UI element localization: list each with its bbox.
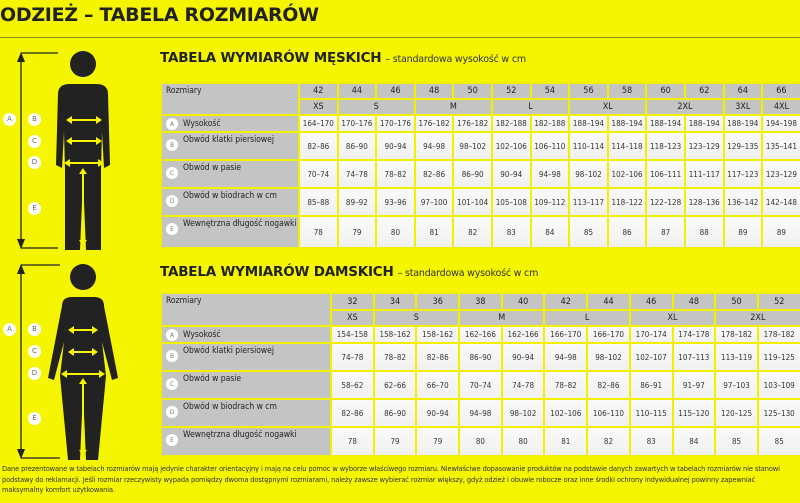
measurement-label: Obwód w pasie (183, 374, 242, 384)
measurement-badge-icon: A (166, 118, 178, 130)
measurement-value-cell: 80 (376, 216, 415, 248)
size-number-cell: 56 (569, 83, 608, 99)
measurement-value-cell: 106–110 (587, 399, 630, 427)
measurement-value-cell: 84 (673, 427, 716, 456)
measurement-value-cell: 166–170 (544, 326, 587, 343)
measurement-label: Wewnętrzna długość nogawki (183, 219, 297, 229)
measurement-value-cell: 82–86 (415, 160, 454, 188)
size-letter-cell: S (374, 310, 459, 326)
measurement-value-cell: 85–88 (299, 188, 338, 216)
measurement-value-cell: 102–106 (544, 399, 587, 427)
men-title-text: TABELA WYMIARÓW MĘSKICH (160, 50, 382, 66)
size-number-cell: 60 (646, 83, 685, 99)
measurement-value-cell: 102–106 (492, 132, 531, 160)
measurement-value-cell: 176–182 (415, 115, 454, 132)
measurement-value-cell: 74–78 (502, 371, 545, 399)
size-number-row (161, 83, 800, 99)
measurement-value-cell: 90–94 (376, 132, 415, 160)
measurement-label: Obwód w pasie (183, 163, 242, 173)
measurement-label-cell (161, 399, 331, 427)
size-letter-cell: 2XL (715, 310, 800, 326)
measurement-value-cell: 101–104 (453, 188, 492, 216)
measurement-badge-icon: D (166, 195, 178, 207)
measurement-value-cell: 114–118 (608, 132, 647, 160)
measurement-value-cell: 176–182 (453, 115, 492, 132)
size-number-cell: 36 (416, 293, 459, 310)
male-body-measurement-figure (0, 40, 160, 262)
figure-label-d: D (28, 367, 41, 380)
size-letter-cell: 2XL (646, 99, 723, 115)
size-number-cell: 50 (715, 293, 758, 310)
size-number-cell: 48 (415, 83, 454, 99)
measurement-label: Obwód w biodrach w cm (183, 191, 277, 201)
measurement-label: Obwód klatki piersiowej (183, 346, 275, 356)
size-number-cell: 42 (299, 83, 338, 99)
measurement-value-cell: 106–111 (646, 160, 685, 188)
size-letter-cell: M (459, 310, 544, 326)
size-letter-cell: XS (299, 99, 338, 115)
size-number-cell: 34 (374, 293, 417, 310)
measurement-value-cell: 135–141 (762, 132, 800, 160)
measurement-badge-icon: B (166, 350, 178, 362)
male-silhouette-icon (0, 40, 160, 262)
measurement-badge-icon: D (166, 406, 178, 418)
women-size-table (160, 292, 800, 457)
measurement-value-cell: 94–98 (415, 132, 454, 160)
measurement-value-cell: 94–98 (459, 399, 502, 427)
measurement-value-cell: 86–91 (630, 371, 673, 399)
size-number-cell: 42 (544, 293, 587, 310)
measurement-value-cell: 182–188 (492, 115, 531, 132)
figure-label-a: A (3, 113, 16, 126)
measurement-value-cell: 174–178 (673, 326, 716, 343)
size-number-row (161, 293, 800, 310)
measurement-value-cell: 111–117 (685, 160, 724, 188)
size-number-cell: 58 (608, 83, 647, 99)
size-number-cell: 32 (331, 293, 374, 310)
figure-label-e: E (28, 202, 41, 215)
measurement-label: Obwód klatki piersiowej (183, 135, 275, 145)
measurement-value-cell: 117–123 (724, 160, 763, 188)
measurement-row (161, 343, 800, 371)
measurement-value-cell: 128–136 (685, 188, 724, 216)
size-number-cell: 52 (758, 293, 800, 310)
measurement-value-cell: 78–82 (376, 160, 415, 188)
measurement-value-cell: 98–102 (502, 399, 545, 427)
measurement-value-cell: 122–128 (646, 188, 685, 216)
measurement-value-cell: 91–97 (673, 371, 716, 399)
size-number-cell: 66 (762, 83, 800, 99)
measurement-value-cell: 170–176 (338, 115, 377, 132)
measurement-value-cell: 162–166 (502, 326, 545, 343)
measurement-label-cell (161, 427, 331, 456)
measurement-badge-icon: C (166, 167, 178, 179)
measurement-badge-icon: E (166, 434, 178, 446)
measurement-value-cell: 62–66 (374, 371, 417, 399)
measurement-value-cell: 118–123 (646, 132, 685, 160)
measurement-label: Wysokość (183, 329, 221, 340)
measurement-value-cell: 94–98 (531, 160, 570, 188)
measurement-value-cell: 103–109 (758, 371, 800, 399)
measurement-value-cell: 109–112 (531, 188, 570, 216)
measurement-badge-icon: E (166, 223, 178, 235)
disclaimer-text: Dane prezentowane w tabelach rozmiarów mają jedynie charakter orientacyjny i mają na celu pomoc w wyborze właściwego rozmiaru. Niewłaściwe dopasowanie produktów na podstawie danych zawartych w tabelach rozmiarów nie stanowi podstawy do reklamacji. Jeśli rozmiar rzeczywisty wypada pomiędzy dwoma dostępnymi rozmiarami, należy zawsze wybierać rozmiar większy, gdyż odzież i obuwie robocze oraz inne środki ochrony indywidualnej powinny zapewniać maksymalny komfort użytkowania. (2, 464, 780, 494)
size-letter-cell: L (492, 99, 569, 115)
measurement-value-cell: 102–106 (608, 160, 647, 188)
measurement-label-cell (161, 216, 299, 248)
size-letter-cell: XL (630, 310, 715, 326)
men-section-title (160, 50, 526, 66)
measurement-value-cell: 84 (531, 216, 570, 248)
measurement-row (161, 115, 800, 132)
measurement-value-cell: 113–117 (569, 188, 608, 216)
title-divider (0, 37, 800, 38)
measurement-value-cell: 85 (758, 427, 800, 456)
size-number-cell: 44 (338, 83, 377, 99)
measurement-value-cell: 188–194 (685, 115, 724, 132)
measurement-row (161, 160, 800, 188)
measurement-value-cell: 105–108 (492, 188, 531, 216)
measurement-value-cell: 78–82 (374, 343, 417, 371)
measurement-value-cell: 98–102 (569, 160, 608, 188)
measurement-row (161, 132, 800, 160)
measurement-value-cell: 110–114 (569, 132, 608, 160)
figure-label-e: E (28, 412, 41, 425)
measurement-value-cell: 162–166 (459, 326, 502, 343)
measurement-value-cell: 158–162 (416, 326, 459, 343)
men-subtitle: – standardowa wysokość w cm (385, 54, 526, 65)
measurement-value-cell: 82 (453, 216, 492, 248)
measurement-value-cell: 113–119 (715, 343, 758, 371)
page-title: ODZIEŻ – TABELA ROZMIARÓW (0, 4, 319, 26)
measurement-value-cell: 106–110 (531, 132, 570, 160)
measurement-value-cell: 79 (338, 216, 377, 248)
measurement-value-cell: 80 (459, 427, 502, 456)
measurement-value-cell: 82–86 (331, 399, 374, 427)
size-number-cell: 50 (453, 83, 492, 99)
measurement-value-cell: 82 (587, 427, 630, 456)
measurement-value-cell: 86–90 (459, 343, 502, 371)
measurement-value-cell: 82–86 (587, 371, 630, 399)
size-number-cell: 62 (685, 83, 724, 99)
measurement-value-cell: 66–70 (416, 371, 459, 399)
size-letter-cell: 3XL (724, 99, 763, 115)
measurement-value-cell: 79 (416, 427, 459, 456)
measurement-value-cell: 158–162 (374, 326, 417, 343)
figure-label-d: D (28, 156, 41, 169)
measurement-value-cell: 90–94 (416, 399, 459, 427)
measurement-value-cell: 86 (608, 216, 647, 248)
measurement-value-cell: 82–86 (416, 343, 459, 371)
measurement-value-cell: 118–122 (608, 188, 647, 216)
measurement-value-cell: 90–94 (492, 160, 531, 188)
measurement-value-cell: 78 (299, 216, 338, 248)
measurement-value-cell: 83 (630, 427, 673, 456)
measurement-label-cell (161, 371, 331, 399)
measurement-value-cell: 89 (762, 216, 800, 248)
measurement-value-cell: 89 (724, 216, 763, 248)
measurement-value-cell: 85 (715, 427, 758, 456)
measurement-value-cell: 188–194 (646, 115, 685, 132)
measurement-label: Wewnętrzna długość nogawki (183, 430, 297, 440)
measurement-value-cell: 188–194 (569, 115, 608, 132)
measurement-row (161, 216, 800, 248)
measurement-label: Wysokość (183, 118, 221, 129)
measurement-value-cell: 74–78 (338, 160, 377, 188)
measurement-value-cell: 115–120 (673, 399, 716, 427)
size-number-cell: 44 (587, 293, 630, 310)
size-number-cell: 38 (459, 293, 502, 310)
measurement-value-cell: 81 (544, 427, 587, 456)
measurement-value-cell: 98–102 (453, 132, 492, 160)
measurement-badge-icon: C (166, 378, 178, 390)
measurement-value-cell: 97–103 (715, 371, 758, 399)
female-body-measurement-figure (0, 260, 160, 460)
women-title-text: TABELA WYMIARÓW DAMSKICH (160, 264, 394, 280)
measurement-value-cell: 74–78 (331, 343, 374, 371)
measurement-value-cell: 188–194 (608, 115, 647, 132)
measurement-value-cell: 87 (646, 216, 685, 248)
size-number-cell: 46 (376, 83, 415, 99)
measurement-value-cell: 70–74 (459, 371, 502, 399)
measurement-value-cell: 107–113 (673, 343, 716, 371)
measurement-value-cell: 119–125 (758, 343, 800, 371)
measurement-label-cell (161, 115, 299, 132)
measurement-value-cell: 89–92 (338, 188, 377, 216)
measurement-value-cell: 58–62 (331, 371, 374, 399)
measurement-value-cell: 166–170 (587, 326, 630, 343)
men-size-table (160, 82, 800, 249)
measurement-value-cell: 86–90 (374, 399, 417, 427)
women-subtitle: – standardowa wysokość w cm (397, 268, 539, 279)
figure-label-c: C (28, 135, 41, 148)
measurement-label-cell (161, 132, 299, 160)
measurement-value-cell: 86–90 (453, 160, 492, 188)
size-letter-cell: XL (569, 99, 646, 115)
measurement-badge-icon: B (166, 139, 178, 151)
size-number-cell: 46 (630, 293, 673, 310)
measurement-value-cell: 136–142 (724, 188, 763, 216)
measurement-value-cell: 164–170 (299, 115, 338, 132)
measurement-row (161, 371, 800, 399)
measurement-value-cell: 178–182 (715, 326, 758, 343)
figure-label-c: C (28, 345, 41, 358)
measurement-label-cell (161, 343, 331, 371)
measurement-value-cell: 70–74 (299, 160, 338, 188)
measurement-value-cell: 110–115 (630, 399, 673, 427)
size-number-cell: 54 (531, 83, 570, 99)
size-number-cell: 40 (502, 293, 545, 310)
measurement-value-cell: 85 (569, 216, 608, 248)
measurement-value-cell: 80 (502, 427, 545, 456)
measurement-row (161, 427, 800, 456)
measurement-value-cell: 125–130 (758, 399, 800, 427)
measurement-row (161, 399, 800, 427)
measurement-row (161, 326, 800, 343)
measurement-value-cell: 188–194 (724, 115, 763, 132)
measurement-value-cell: 94–98 (544, 343, 587, 371)
measurement-value-cell: 182–188 (531, 115, 570, 132)
measurement-value-cell: 86–90 (338, 132, 377, 160)
measurement-value-cell: 81 (415, 216, 454, 248)
figure-label-b: B (28, 113, 41, 126)
size-letter-cell: S (338, 99, 415, 115)
measurement-value-cell: 123–129 (685, 132, 724, 160)
size-letter-cell: 4XL (762, 99, 800, 115)
measurement-value-cell: 78–82 (544, 371, 587, 399)
measurement-value-cell: 88 (685, 216, 724, 248)
measurement-value-cell: 123–129 (762, 160, 800, 188)
figure-label-a: A (3, 323, 16, 336)
measurement-value-cell: 98–102 (587, 343, 630, 371)
measurement-value-cell: 170–174 (630, 326, 673, 343)
measurement-label-cell (161, 160, 299, 188)
measurement-value-cell: 90–94 (502, 343, 545, 371)
female-silhouette-icon (0, 260, 160, 460)
measurement-value-cell: 79 (374, 427, 417, 456)
measurement-value-cell: 170–176 (376, 115, 415, 132)
figure-label-b: B (28, 323, 41, 336)
measurement-value-cell: 93–96 (376, 188, 415, 216)
size-number-cell: 64 (724, 83, 763, 99)
women-section-title (160, 264, 538, 280)
measurement-value-cell: 142–148 (762, 188, 800, 216)
measurement-label-cell (161, 326, 331, 343)
sizes-header-label: Rozmiary (161, 83, 299, 115)
sizes-header-label: Rozmiary (161, 293, 331, 326)
measurement-value-cell: 194–198 (762, 115, 800, 132)
size-number-cell: 52 (492, 83, 531, 99)
measurement-label: Obwód w biodrach w cm (183, 402, 277, 412)
measurement-badge-icon: A (166, 329, 178, 341)
measurement-label-cell (161, 188, 299, 216)
size-number-cell: 48 (673, 293, 716, 310)
measurement-value-cell: 120–125 (715, 399, 758, 427)
measurement-value-cell: 83 (492, 216, 531, 248)
size-letter-cell: XS (331, 310, 374, 326)
size-letter-cell: M (415, 99, 492, 115)
measurement-value-cell: 102–107 (630, 343, 673, 371)
measurement-value-cell: 154–158 (331, 326, 374, 343)
measurement-value-cell: 78 (331, 427, 374, 456)
measurement-row (161, 188, 800, 216)
measurement-value-cell: 82–86 (299, 132, 338, 160)
size-letter-cell: L (544, 310, 629, 326)
measurement-value-cell: 178–182 (758, 326, 800, 343)
measurement-value-cell: 97–100 (415, 188, 454, 216)
measurement-value-cell: 129–135 (724, 132, 763, 160)
